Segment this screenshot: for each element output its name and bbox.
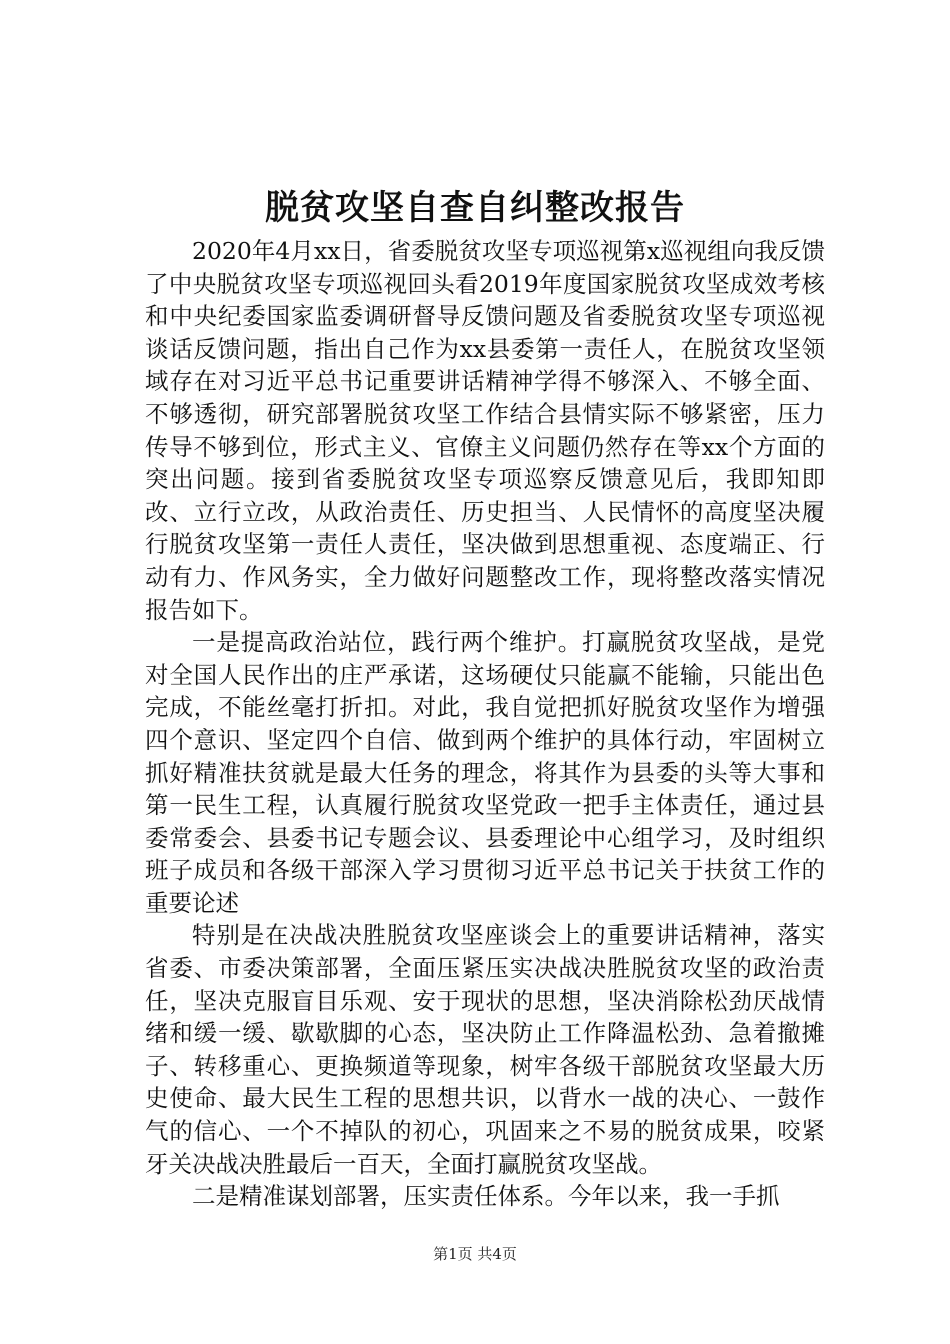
page-footer: 第1页 共4页 [433, 1245, 517, 1263]
paragraph-point-one: 一是提高政治站位，践行两个维护。打赢脱贫攻坚战，是党对全国人民作出的庄严承诺，这场硬仗只能赢不能输，只能出色完成，不能丝毫打折扣。对此，我自觉把抓好脱贫攻坚作为增强四个意识、坚定四个自信、做到两个维护的具体行动，牢固树立抓好精准扶贫就是最大任务的理念，将其作为县委的头等大事和第一民生工程，认真履行脱贫攻坚党政一把手主体责任，通过县委常委会、县委书记专题会议、县委理论中心组学习，及时组织班子成员和各级干部深入学习贯彻习近平总书记关于扶贫工作的重要论述 [145, 628, 825, 917]
page-title: 脱贫攻坚自查自纠整改报告 [265, 188, 685, 228]
paragraph-special: 特别是在决战决胜脱贫攻坚座谈会上的重要讲话精神，落实省委、市委决策部署，全面压紧压实决战决胜脱贫攻坚的政治责任，坚决克服盲目乐观、安于现状的思想，坚决消除松劲厌战情绪和缓一缓、歇歇脚的心态，坚决防止工作降温松劲、急着撤摊子、转移重心、更换频道等现象，树牢各级干部脱贫攻坚最大历史使命、最大民生工程的思想共识，以背水一战的决心、一鼓作气的信心、一个不掉队的初心，巩固来之不易的脱贫成果，咬紧牙关决战决胜最后一百天，全面打赢脱贫攻坚战。 [145, 921, 825, 1178]
paragraph-point-two: 二是精准谋划部署，压实责任体系。今年以来，我一手抓 [192, 1182, 780, 1211]
paragraph-intro: 2020年4月xx日，省委脱贫攻坚专项巡视第x巡视组向我反馈了中央脱贫攻坚专项巡视回头看2019年度国家脱贫攻坚成效考核和中央纪委国家监委调研督导反馈问题及省委脱贫攻坚专项巡视谈话反馈问题，指出自己作为xx县委第一责任人，在脱贫攻坚领域存在对习近平总书记重要讲话精神学得不够深入、不够全面、不够透彻，研究部署脱贫攻坚工作结合县情实际不够紧密，压力传导不够到位，形式主义、官僚主义问题仍然存在等xx个方面的突出问题。接到省委脱贫攻坚专项巡察反馈意见后，我即知即改、立行立改，从政治责任、历史担当、人民情怀的高度坚决履行脱贫攻坚第一责任人责任，坚决做到思想重视、态度端正、行动有力、作风务实，全力做好问题整改工作，现将整改落实情况报告如下。 [145, 237, 825, 624]
document-body [145, 235, 825, 1213]
